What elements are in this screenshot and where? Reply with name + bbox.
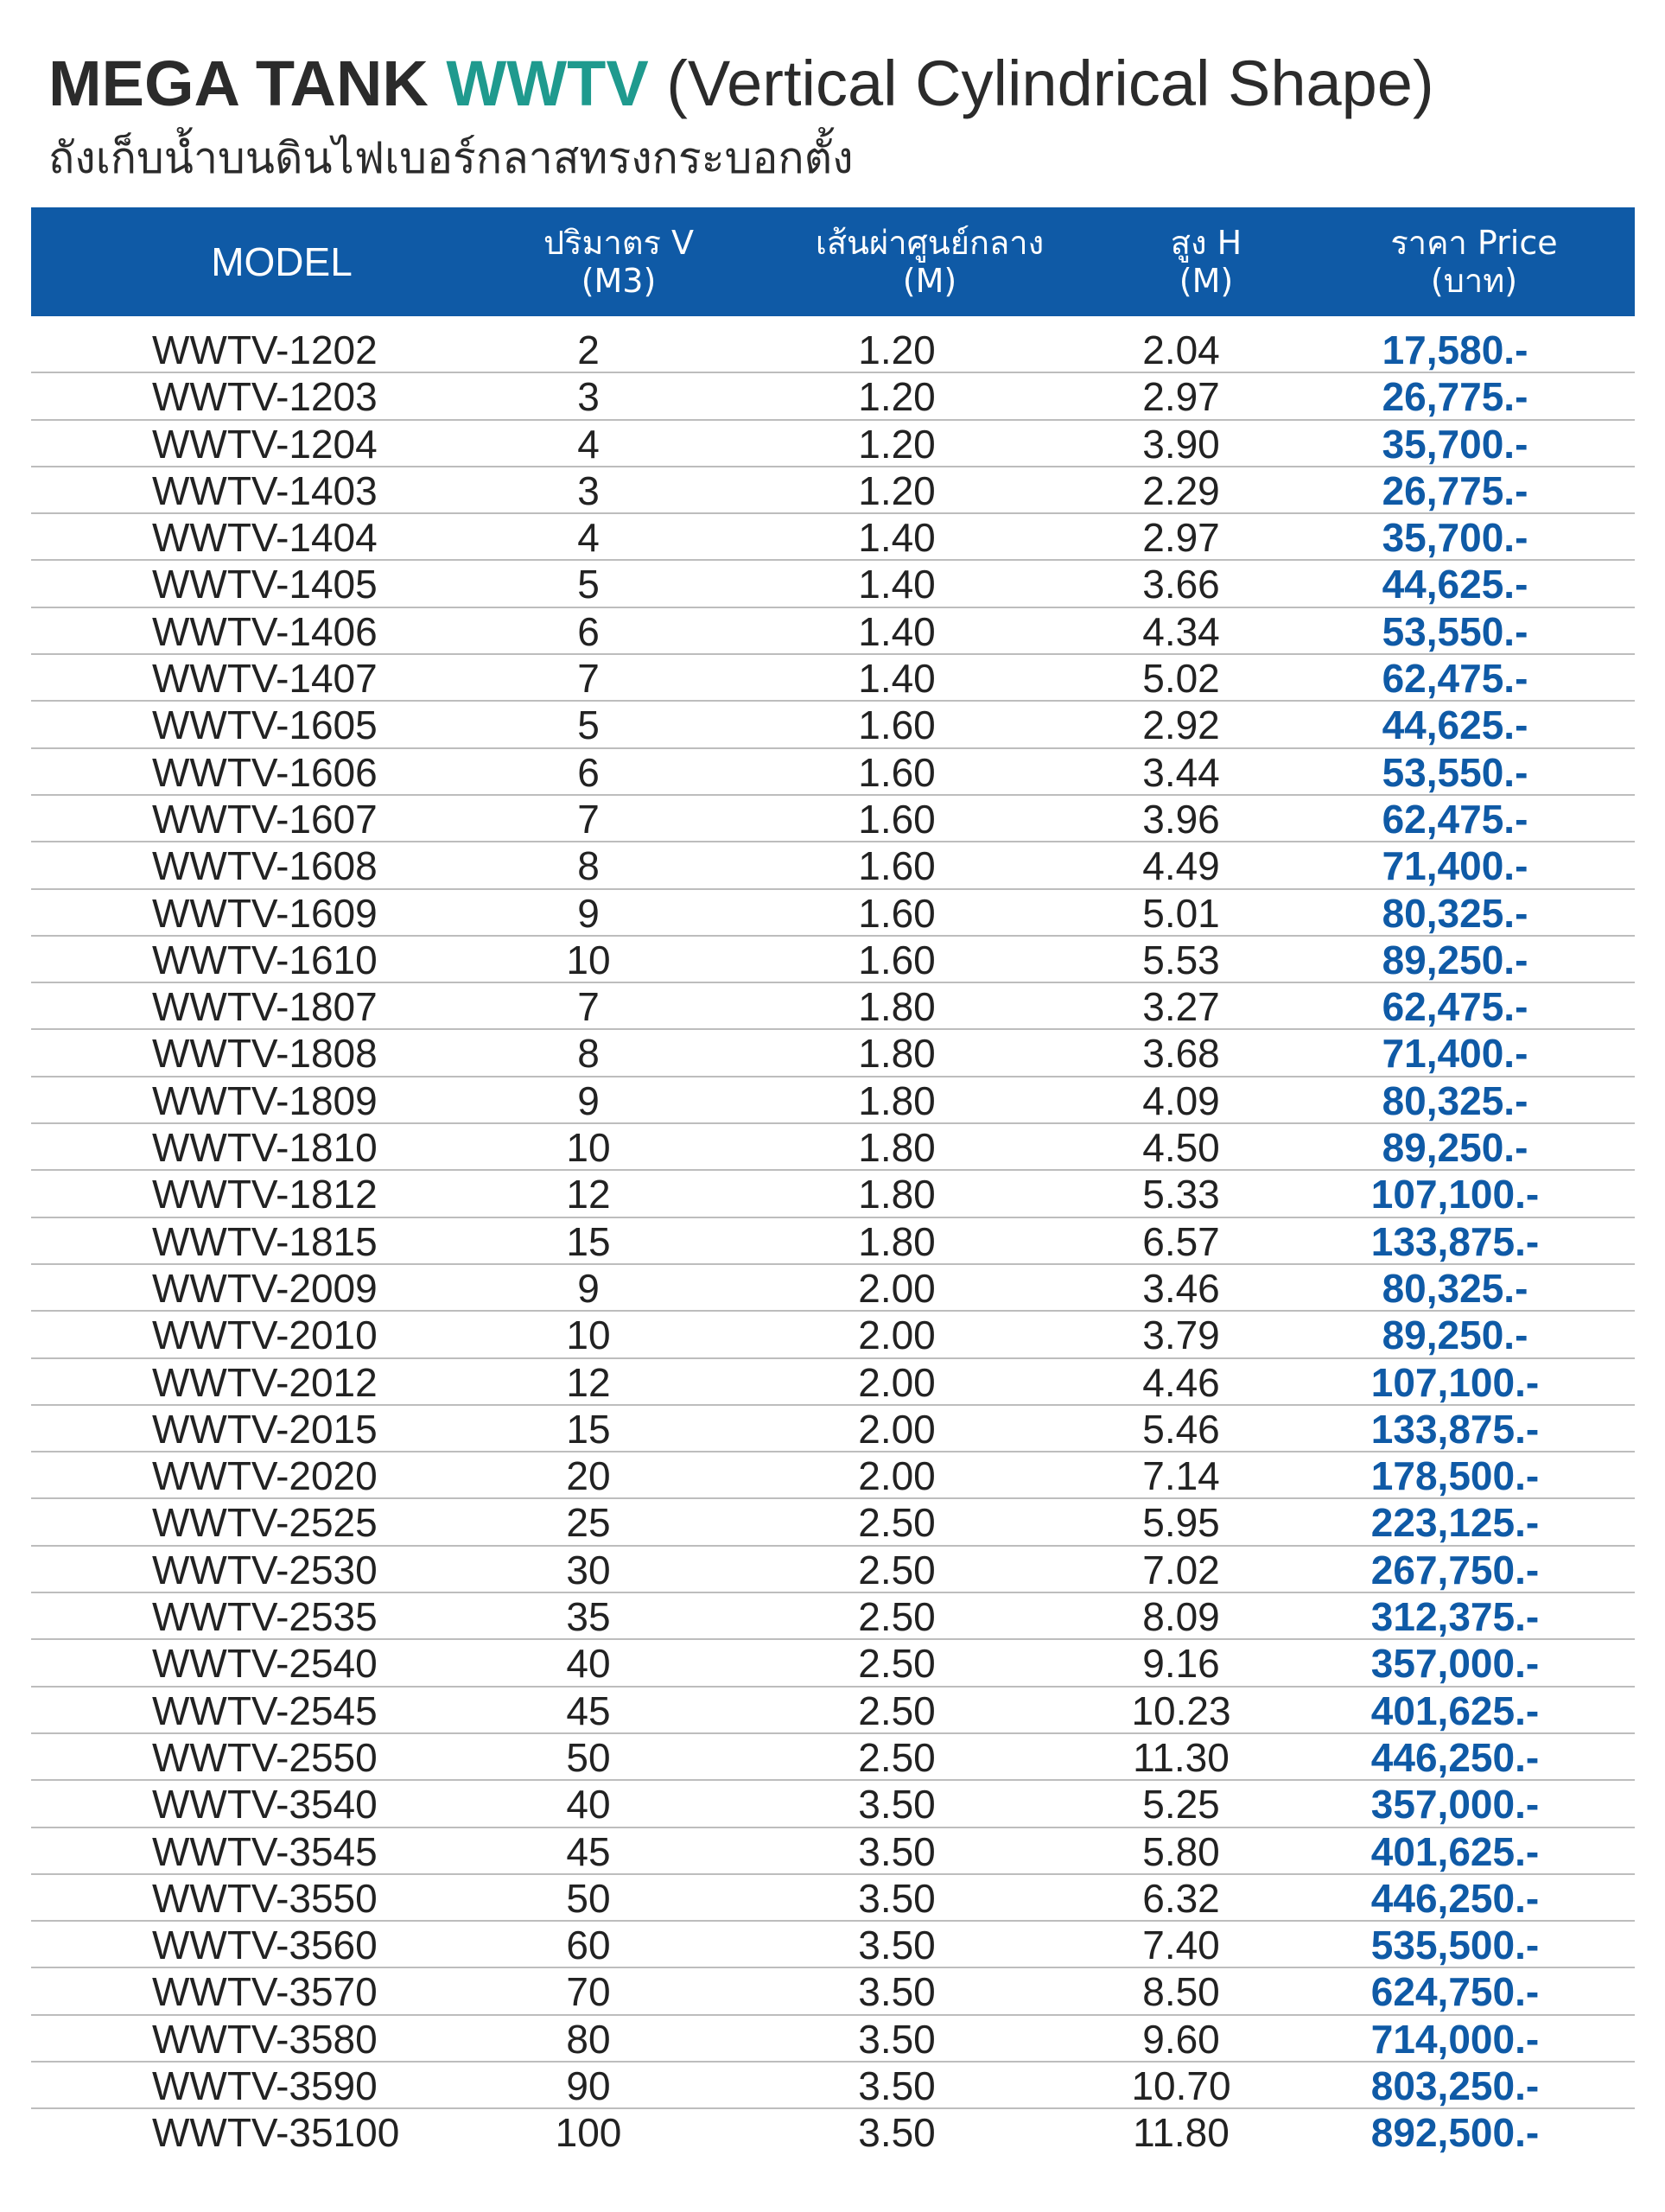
- cell-price: 53,550.-: [1382, 749, 1528, 795]
- cell-diameter: 3.50: [858, 1875, 936, 1921]
- cell-model: WWTV-3550: [152, 1875, 378, 1921]
- cell-diameter: 1.80: [858, 984, 936, 1030]
- table-row: [31, 1828, 1635, 1875]
- cell-volume: 60: [566, 1923, 611, 1968]
- cell-diameter: 1.80: [858, 1031, 936, 1077]
- cell-price: 178,500.-: [1370, 1453, 1540, 1499]
- header-height-label: สูง H: [1170, 224, 1242, 262]
- cell-price: 357,000.-: [1370, 1641, 1540, 1687]
- cell-diameter: 2.00: [858, 1359, 936, 1405]
- cell-volume: 2: [577, 327, 600, 372]
- cell-diameter: 1.80: [858, 1125, 936, 1171]
- header-price: [1336, 207, 1612, 316]
- cell-model: WWTV-1807: [152, 984, 378, 1030]
- cell-height: 8.09: [1142, 1594, 1220, 1640]
- cell-price: 71,400.-: [1382, 843, 1528, 889]
- table-row: [31, 1218, 1635, 1265]
- table-row: [31, 2016, 1635, 2063]
- cell-model: WWTV-2545: [152, 1688, 378, 1733]
- cell-diameter: 2.50: [858, 1547, 936, 1592]
- cell-price: 803,250.-: [1370, 2063, 1540, 2108]
- cell-volume: 5: [577, 702, 600, 748]
- cell-volume: 7: [577, 984, 600, 1030]
- cell-height: 5.95: [1142, 1500, 1220, 1546]
- cell-height: 3.68: [1142, 1031, 1220, 1077]
- table-row: [31, 1875, 1635, 1922]
- cell-height: 7.14: [1142, 1453, 1220, 1499]
- table-row: [31, 1688, 1635, 1734]
- cell-price: 714,000.-: [1370, 2016, 1540, 2062]
- title-series: WWTV: [446, 48, 649, 119]
- cell-model: WWTV-1405: [152, 562, 378, 607]
- table-row: [31, 937, 1635, 983]
- cell-price: 133,875.-: [1370, 1218, 1540, 1264]
- cell-price: 62,475.-: [1382, 984, 1528, 1030]
- cell-diameter: 1.20: [858, 421, 936, 467]
- page-subtitle: ถังเก็บน้ำบนดินไฟเบอร์กลาสทรงกระบอกตั้ง: [48, 133, 854, 183]
- cell-height: 3.96: [1142, 796, 1220, 842]
- cell-diameter: 1.20: [858, 374, 936, 420]
- header-volume-label: ปริมาตร V: [543, 224, 695, 262]
- cell-model: WWTV-1204: [152, 421, 378, 467]
- cell-model: WWTV-1810: [152, 1125, 378, 1171]
- header-height-unit: (M): [1179, 262, 1234, 300]
- cell-volume: 70: [566, 1969, 611, 2015]
- table-row: [31, 1922, 1635, 1968]
- cell-height: 11.80: [1133, 2110, 1230, 2156]
- cell-diameter: 2.00: [858, 1313, 936, 1358]
- cell-volume: 6: [577, 608, 600, 654]
- cell-volume: 25: [566, 1500, 611, 1546]
- cell-height: 2.97: [1142, 374, 1220, 420]
- header-volume-unit: (M3): [581, 262, 657, 300]
- cell-price: 89,250.-: [1382, 1313, 1528, 1358]
- cell-height: 11.30: [1133, 1734, 1230, 1780]
- cell-diameter: 1.60: [858, 702, 936, 748]
- table-row: [31, 373, 1635, 420]
- table-row: [31, 1030, 1635, 1077]
- title-brand: MEGA TANK: [48, 48, 429, 119]
- cell-height: 3.79: [1142, 1313, 1220, 1358]
- cell-volume: 40: [566, 1641, 611, 1687]
- header-model-label: MODEL: [211, 239, 353, 284]
- cell-price: 223,125.-: [1370, 1500, 1540, 1546]
- cell-model: WWTV-3560: [152, 1923, 378, 1968]
- cell-model: WWTV-2012: [152, 1359, 378, 1405]
- cell-height: 6.57: [1142, 1218, 1220, 1264]
- table-row: [31, 1968, 1635, 2015]
- cell-diameter: 3.50: [858, 2110, 936, 2156]
- cell-volume: 90: [566, 2063, 611, 2108]
- cell-diameter: 3.50: [858, 1828, 936, 1874]
- cell-height: 4.49: [1142, 843, 1220, 889]
- cell-volume: 35: [566, 1594, 611, 1640]
- table-row: [31, 1452, 1635, 1499]
- cell-price: 35,700.-: [1382, 421, 1528, 467]
- cell-volume: 9: [577, 1077, 600, 1123]
- cell-model: WWTV-1815: [152, 1218, 378, 1264]
- table-row: [31, 796, 1635, 842]
- cell-diameter: 1.40: [858, 515, 936, 561]
- cell-volume: 3: [577, 467, 600, 513]
- cell-price: 535,500.-: [1370, 1923, 1540, 1968]
- cell-height: 10.70: [1131, 2063, 1231, 2108]
- cell-volume: 40: [566, 1782, 611, 1827]
- cell-height: 3.46: [1142, 1265, 1220, 1311]
- cell-diameter: 2.00: [858, 1406, 936, 1452]
- cell-height: 3.90: [1142, 421, 1220, 467]
- cell-volume: 45: [566, 1828, 611, 1874]
- table-row: [31, 1359, 1635, 1406]
- cell-volume: 15: [566, 1218, 611, 1264]
- cell-volume: 50: [566, 1734, 611, 1780]
- cell-diameter: 3.50: [858, 1923, 936, 1968]
- cell-model: WWTV-3580: [152, 2016, 378, 2062]
- cell-volume: 12: [566, 1172, 611, 1217]
- cell-model: WWTV-2525: [152, 1500, 378, 1546]
- cell-diameter: 1.40: [858, 608, 936, 654]
- table-row: [31, 421, 1635, 467]
- cell-height: 4.50: [1142, 1125, 1220, 1171]
- cell-height: 4.09: [1142, 1077, 1220, 1123]
- cell-model: WWTV-2535: [152, 1594, 378, 1640]
- cell-volume: 8: [577, 1031, 600, 1077]
- cell-price: 89,250.-: [1382, 937, 1528, 982]
- cell-diameter: 1.60: [858, 937, 936, 982]
- cell-model: WWTV-3540: [152, 1782, 378, 1827]
- cell-price: 62,475.-: [1382, 796, 1528, 842]
- cell-model: WWTV-3545: [152, 1828, 378, 1874]
- cell-height: 4.46: [1142, 1359, 1220, 1405]
- cell-volume: 10: [566, 937, 611, 982]
- header-diameter-label: เส้นผ่าศูนย์กลาง: [815, 224, 1045, 262]
- cell-volume: 10: [566, 1313, 611, 1358]
- table-row: [31, 514, 1635, 561]
- cell-volume: 50: [566, 1875, 611, 1921]
- cell-price: 446,250.-: [1370, 1734, 1540, 1780]
- cell-height: 6.32: [1142, 1875, 1220, 1921]
- cell-price: 62,475.-: [1382, 656, 1528, 702]
- cell-price: 107,100.-: [1370, 1359, 1540, 1405]
- table-header: [31, 207, 1635, 316]
- cell-model: WWTV-2530: [152, 1547, 378, 1592]
- page-title: [48, 45, 1434, 123]
- cell-price: 26,775.-: [1382, 467, 1528, 513]
- cell-model: WWTV-1605: [152, 702, 378, 748]
- cell-diameter: 3.50: [858, 2016, 936, 2062]
- cell-volume: 6: [577, 749, 600, 795]
- cell-volume: 4: [577, 515, 600, 561]
- cell-height: 5.33: [1142, 1172, 1220, 1217]
- table-row: [31, 561, 1635, 607]
- table-row: [31, 1547, 1635, 1593]
- cell-diameter: 2.00: [858, 1453, 936, 1499]
- cell-diameter: 2.50: [858, 1734, 936, 1780]
- cell-diameter: 1.40: [858, 656, 936, 702]
- cell-model: WWTV-1404: [152, 515, 378, 561]
- cell-diameter: 1.60: [858, 796, 936, 842]
- header-height: [1077, 207, 1336, 316]
- cell-diameter: 3.50: [858, 2063, 936, 2108]
- header-diameter-unit: (M): [902, 262, 957, 300]
- cell-model: WWTV-2020: [152, 1453, 378, 1499]
- cell-price: 35,700.-: [1382, 515, 1528, 561]
- table-row: [31, 1734, 1635, 1781]
- cell-diameter: 2.50: [858, 1641, 936, 1687]
- table-row: [31, 1124, 1635, 1171]
- cell-diameter: 1.20: [858, 467, 936, 513]
- cell-model: WWTV-1608: [152, 843, 378, 889]
- table-row: [31, 842, 1635, 889]
- cell-volume: 10: [566, 1125, 611, 1171]
- cell-volume: 4: [577, 421, 600, 467]
- cell-height: 5.01: [1142, 890, 1220, 936]
- cell-model: WWTV-1203: [152, 374, 378, 420]
- table-row: [31, 608, 1635, 655]
- table-row: [31, 467, 1635, 514]
- cell-price: 26,775.-: [1382, 374, 1528, 420]
- cell-price: 446,250.-: [1370, 1875, 1540, 1921]
- cell-volume: 80: [566, 2016, 611, 2062]
- cell-height: 10.23: [1131, 1688, 1231, 1733]
- cell-diameter: 1.60: [858, 890, 936, 936]
- cell-price: 44,625.-: [1382, 562, 1528, 607]
- cell-diameter: 1.40: [858, 562, 936, 607]
- cell-diameter: 1.60: [858, 843, 936, 889]
- cell-model: WWTV-2015: [152, 1406, 378, 1452]
- cell-diameter: 3.50: [858, 1969, 936, 2015]
- cell-model: WWTV-3590: [152, 2063, 378, 2108]
- cell-height: 7.40: [1142, 1923, 1220, 1968]
- cell-diameter: 3.50: [858, 1782, 936, 1827]
- cell-volume: 100: [555, 2110, 622, 2156]
- cell-price: 80,325.-: [1382, 1077, 1528, 1123]
- table-row: [31, 2063, 1635, 2109]
- table-row: [31, 749, 1635, 796]
- cell-price: 312,375.-: [1370, 1594, 1540, 1640]
- table-row: [31, 1406, 1635, 1452]
- cell-diameter: 1.80: [858, 1172, 936, 1217]
- cell-model: WWTV-35100: [152, 2110, 400, 2156]
- table-row: [31, 1312, 1635, 1358]
- header-model: [126, 207, 437, 316]
- cell-model: WWTV-2540: [152, 1641, 378, 1687]
- table-row: [31, 1171, 1635, 1217]
- table-row: [31, 1077, 1635, 1124]
- cell-height: 2.97: [1142, 515, 1220, 561]
- cell-volume: 7: [577, 796, 600, 842]
- cell-model: WWTV-1808: [152, 1031, 378, 1077]
- cell-height: 2.92: [1142, 702, 1220, 748]
- cell-height: 8.50: [1142, 1969, 1220, 2015]
- cell-model: WWTV-2010: [152, 1313, 378, 1358]
- cell-volume: 8: [577, 843, 600, 889]
- table-row: [31, 983, 1635, 1030]
- table-row: [31, 1640, 1635, 1687]
- cell-height: 7.02: [1142, 1547, 1220, 1592]
- cell-diameter: 2.50: [858, 1688, 936, 1733]
- cell-diameter: 1.20: [858, 327, 936, 372]
- cell-height: 5.53: [1142, 937, 1220, 982]
- table-row: [31, 655, 1635, 702]
- cell-diameter: 1.60: [858, 749, 936, 795]
- header-price-label: ราคา Price: [1390, 224, 1558, 262]
- cell-volume: 7: [577, 656, 600, 702]
- cell-model: WWTV-1606: [152, 749, 378, 795]
- cell-height: 2.04: [1142, 327, 1220, 372]
- table-row: [31, 890, 1635, 937]
- table-row: [31, 1781, 1635, 1827]
- cell-height: 3.44: [1142, 749, 1220, 795]
- table-row: [31, 2109, 1635, 2156]
- cell-diameter: 2.50: [858, 1500, 936, 1546]
- cell-height: 3.66: [1142, 562, 1220, 607]
- cell-volume: 3: [577, 374, 600, 420]
- cell-volume: 9: [577, 1265, 600, 1311]
- table-row: [31, 1265, 1635, 1312]
- cell-price: 107,100.-: [1370, 1172, 1540, 1217]
- cell-height: 5.25: [1142, 1782, 1220, 1827]
- cell-volume: 15: [566, 1406, 611, 1452]
- cell-price: 53,550.-: [1382, 608, 1528, 654]
- header-volume: [480, 207, 757, 316]
- title-shape: (Vertical Cylindrical Shape): [666, 48, 1434, 119]
- cell-model: WWTV-1809: [152, 1077, 378, 1123]
- table-row: [31, 327, 1635, 373]
- cell-model: WWTV-1407: [152, 656, 378, 702]
- cell-model: WWTV-1609: [152, 890, 378, 936]
- cell-price: 401,625.-: [1370, 1828, 1540, 1874]
- cell-model: WWTV-2550: [152, 1734, 378, 1780]
- cell-price: 80,325.-: [1382, 1265, 1528, 1311]
- cell-model: WWTV-3570: [152, 1969, 378, 2015]
- cell-height: 5.46: [1142, 1406, 1220, 1452]
- cell-price: 17,580.-: [1382, 327, 1528, 372]
- cell-height: 2.29: [1142, 467, 1220, 513]
- cell-model: WWTV-1406: [152, 608, 378, 654]
- cell-model: WWTV-2009: [152, 1265, 378, 1311]
- cell-height: 5.02: [1142, 656, 1220, 702]
- cell-price: 44,625.-: [1382, 702, 1528, 748]
- cell-height: 3.27: [1142, 984, 1220, 1030]
- cell-diameter: 1.80: [858, 1077, 936, 1123]
- header-price-unit: (บาท): [1430, 262, 1518, 300]
- cell-price: 133,875.-: [1370, 1406, 1540, 1452]
- cell-model: WWTV-1403: [152, 467, 378, 513]
- cell-price: 89,250.-: [1382, 1125, 1528, 1171]
- cell-model: WWTV-1202: [152, 327, 378, 372]
- cell-price: 267,750.-: [1370, 1547, 1540, 1592]
- table-row: [31, 1499, 1635, 1546]
- cell-price: 624,750.-: [1370, 1969, 1540, 2015]
- cell-price: 71,400.-: [1382, 1031, 1528, 1077]
- cell-diameter: 2.00: [858, 1265, 936, 1311]
- cell-volume: 9: [577, 890, 600, 936]
- table-row: [31, 702, 1635, 748]
- cell-height: 5.80: [1142, 1828, 1220, 1874]
- cell-price: 892,500.-: [1370, 2110, 1540, 2156]
- cell-model: WWTV-1812: [152, 1172, 378, 1217]
- cell-volume: 20: [566, 1453, 611, 1499]
- cell-diameter: 1.80: [858, 1218, 936, 1264]
- cell-diameter: 2.50: [858, 1594, 936, 1640]
- cell-model: WWTV-1607: [152, 796, 378, 842]
- cell-price: 401,625.-: [1370, 1688, 1540, 1733]
- cell-price: 80,325.-: [1382, 890, 1528, 936]
- table-row: [31, 1593, 1635, 1640]
- table-body: [31, 327, 1635, 2157]
- cell-height: 9.16: [1142, 1641, 1220, 1687]
- cell-height: 9.60: [1142, 2016, 1220, 2062]
- cell-price: 357,000.-: [1370, 1782, 1540, 1827]
- cell-volume: 5: [577, 562, 600, 607]
- cell-volume: 45: [566, 1688, 611, 1733]
- cell-volume: 12: [566, 1359, 611, 1405]
- cell-model: WWTV-1610: [152, 937, 378, 982]
- cell-height: 4.34: [1142, 608, 1220, 654]
- cell-volume: 30: [566, 1547, 611, 1592]
- header-diameter: [757, 207, 1103, 316]
